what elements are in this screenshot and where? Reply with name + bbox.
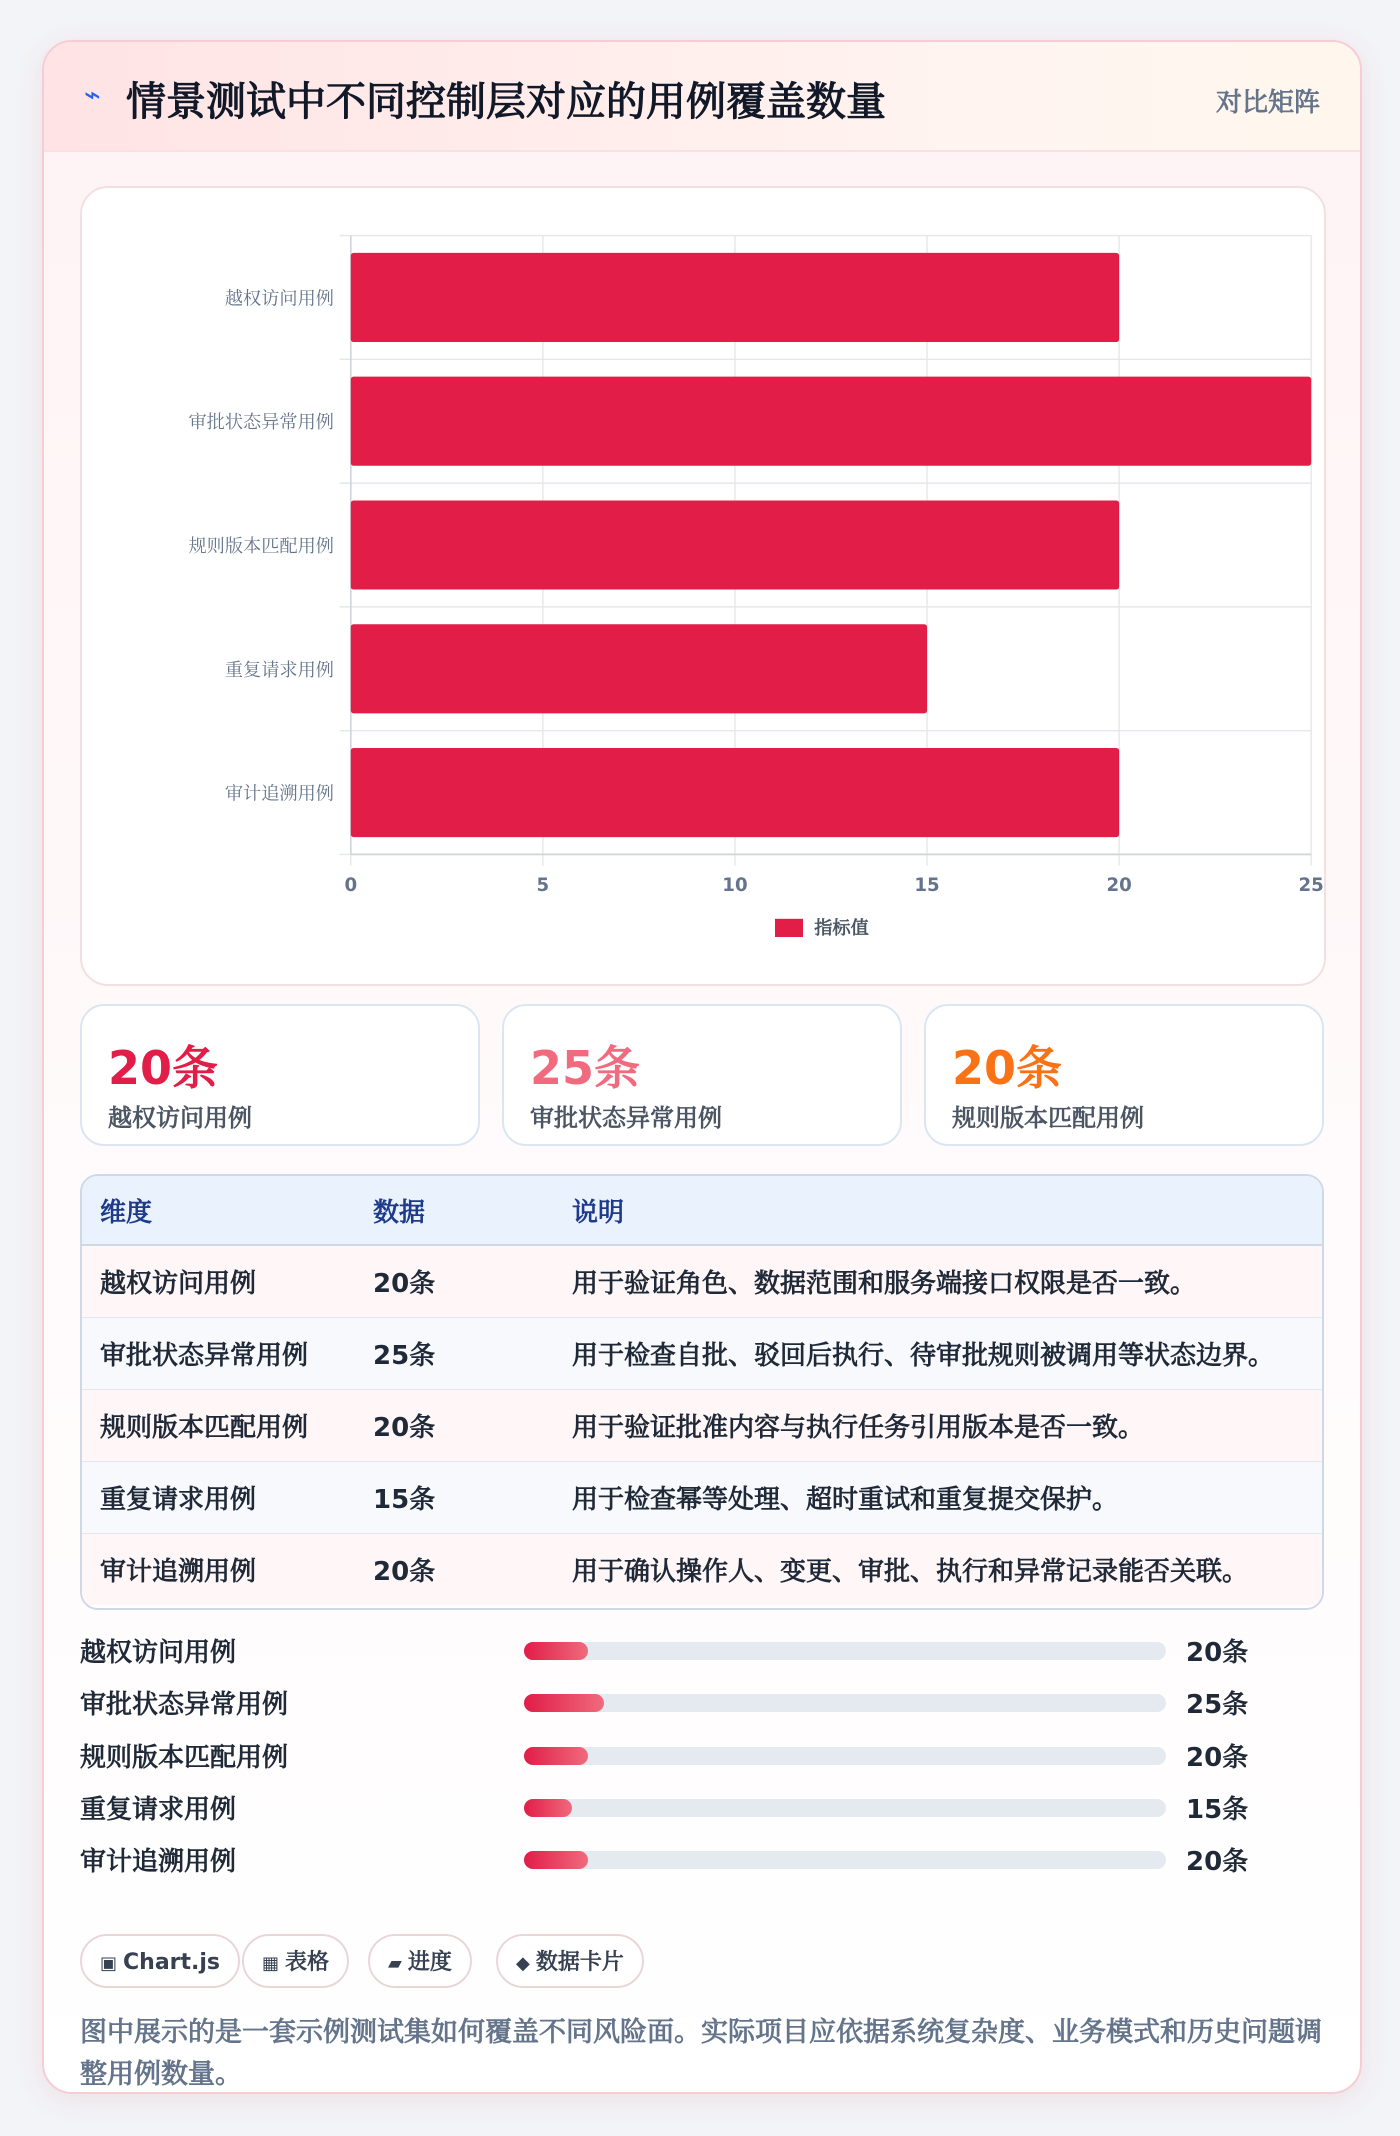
progress-track [524, 1747, 1166, 1765]
table-cell: 用于验证角色、数据范围和服务端接口权限是否一致。 [554, 1245, 1322, 1318]
progress-value: 20条 [1186, 1638, 1249, 1668]
table-cell: 规则版本匹配用例 [82, 1390, 355, 1462]
stat-card [80, 1004, 480, 1146]
category-label: 重复请求用例 [224, 659, 334, 681]
progress-row [80, 1733, 1320, 1773]
progress-label: 审计追溯用例 [80, 1847, 237, 1877]
progress-track [524, 1694, 1166, 1712]
pill-label: 进度 [407, 1950, 452, 1975]
footnote: 图中展示的是一套示例测试集如何覆盖不同风险面。实际项目应依据系统复杂度、业务模式和历史问题调整用例数量。 [80, 2017, 1322, 2090]
progress-value: 15条 [1186, 1795, 1249, 1825]
column-header: 数据 [355, 1176, 554, 1245]
table-pill[interactable] [242, 1934, 349, 1988]
chart-icon: ▣ [100, 1953, 118, 1974]
progress-value: 20条 [1186, 1743, 1249, 1773]
legend-swatch [775, 919, 803, 937]
table-cell: 用于验证批准内容与执行任务引用版本是否一致。 [554, 1390, 1322, 1462]
progress-track [524, 1642, 1166, 1660]
table-header-row [82, 1176, 1322, 1245]
pill-label: 表格 [285, 1950, 330, 1975]
table-cell: 20条 [355, 1534, 554, 1606]
table-cell: 越权访问用例 [82, 1245, 355, 1318]
progress-track [524, 1799, 1166, 1817]
progress-value: 25条 [1186, 1690, 1249, 1720]
header-tag: 对比矩阵 [1215, 88, 1320, 118]
table-cell: 用于确认操作人、变更、审批、执行和异常记录能否关联。 [554, 1534, 1322, 1606]
category-label: 审计追溯用例 [224, 783, 334, 805]
bar [351, 748, 1119, 837]
card-title: 情景测试中不同控制层对应的用例覆盖数量 [126, 79, 886, 125]
progress-row [80, 1785, 1320, 1825]
legend-label: 指标值 [814, 918, 869, 940]
column-header: 维度 [82, 1176, 355, 1245]
progress-pill[interactable] [368, 1934, 472, 1988]
progress-label: 审批状态异常用例 [80, 1690, 289, 1720]
table-cell: 15条 [355, 1462, 554, 1534]
table-icon: ▦ [262, 1953, 280, 1974]
stat-label: 审批状态异常用例 [530, 1104, 722, 1132]
bar [351, 253, 1119, 342]
progress-label: 越权访问用例 [80, 1638, 237, 1668]
stat-value: 20条 [108, 1041, 219, 1095]
column-header: 说明 [554, 1176, 1322, 1245]
bar [351, 500, 1119, 589]
stat-card [502, 1004, 902, 1146]
x-tick-label: 20 [1106, 874, 1132, 896]
category-label: 审批状态异常用例 [188, 412, 334, 434]
progress-fill [524, 1851, 588, 1869]
stat-value: 20条 [952, 1041, 1063, 1095]
bar-chart-panel [80, 186, 1326, 986]
x-tick-label: 5 [536, 874, 550, 896]
progress-row [80, 1837, 1320, 1877]
pill-label: Chart.js [123, 1950, 221, 1975]
table-cell: 审计追溯用例 [82, 1534, 355, 1606]
chart-plot-group [188, 236, 1323, 940]
category-label: 规则版本匹配用例 [188, 536, 334, 557]
table-cell: 审批状态异常用例 [82, 1318, 355, 1390]
data-table [80, 1174, 1324, 1610]
category-label: 越权访问用例 [224, 288, 334, 310]
bolt-icon: ⌁ [84, 78, 101, 111]
bar [351, 624, 927, 713]
x-tick-label: 25 [1298, 874, 1324, 896]
stat-card [924, 1004, 1324, 1146]
stat-label: 越权访问用例 [108, 1104, 252, 1132]
table-cell: 重复请求用例 [82, 1462, 355, 1534]
progress-value: 20条 [1186, 1847, 1249, 1877]
progress-fill [524, 1694, 604, 1712]
progress-fill [524, 1799, 572, 1817]
stat-value: 25条 [530, 1041, 641, 1095]
bar-chart [82, 188, 1324, 984]
table-row [82, 1245, 1322, 1318]
x-tick-label: 0 [344, 874, 358, 896]
pill-label: 数据卡片 [535, 1950, 624, 1975]
data-card-pill[interactable] [496, 1934, 644, 1988]
bar [351, 377, 1311, 466]
table-cell: 20条 [355, 1245, 554, 1318]
card-icon: ◆ [516, 1953, 530, 1974]
progress-row [80, 1680, 1320, 1720]
progress-fill [524, 1747, 588, 1765]
progress-row [80, 1628, 1320, 1668]
table-cell: 用于检查幂等处理、超时重试和重复提交保护。 [554, 1462, 1322, 1534]
progress-label: 规则版本匹配用例 [80, 1743, 289, 1773]
table-cell: 用于检查自批、驳回后执行、待审批规则被调用等状态边界。 [554, 1318, 1322, 1390]
progress-label: 重复请求用例 [80, 1795, 237, 1825]
chartjs-pill[interactable] [80, 1934, 240, 1988]
table-row [82, 1318, 1322, 1390]
table-row [82, 1462, 1322, 1534]
report-card [42, 40, 1362, 2094]
table-row [82, 1390, 1322, 1462]
x-tick-label: 15 [914, 874, 940, 896]
stat-label: 规则版本匹配用例 [952, 1104, 1144, 1132]
progress-track [524, 1851, 1166, 1869]
progress-icon: ▰ [388, 1953, 402, 1974]
x-tick-label: 10 [722, 874, 748, 896]
table-row [82, 1534, 1322, 1606]
table-cell: 25条 [355, 1318, 554, 1390]
card-header [44, 42, 1360, 152]
progress-fill [524, 1642, 588, 1660]
table-cell: 20条 [355, 1390, 554, 1462]
